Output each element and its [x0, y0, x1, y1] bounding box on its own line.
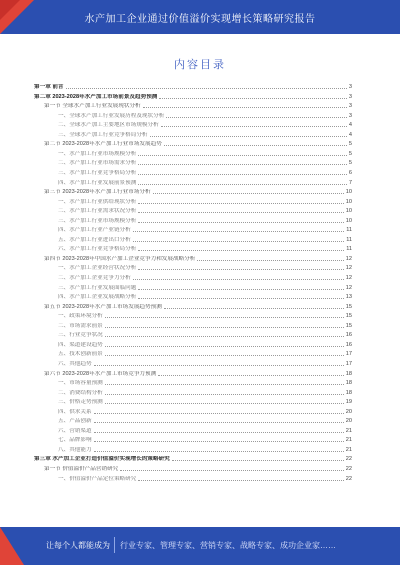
toc-entry-page: 12 [345, 265, 352, 272]
toc-entry-page: 15 [345, 313, 352, 320]
toc-dot-leader [164, 308, 344, 309]
toc-entry-label: 五、产品创新 [58, 418, 92, 425]
toc-dot-leader [138, 298, 343, 299]
toc-entry[interactable] [34, 94, 352, 101]
toc-entry-label: 七、品牌影响 [58, 437, 92, 444]
toc-entry-label: 第五节 2023-2028年水产加工市场发展趋势预测 [44, 303, 162, 310]
toc-entry-label: 八、其他能力 [58, 446, 92, 453]
toc-entry-label: 三、全球水产加工行业竞争格局分析 [58, 131, 148, 138]
toc-entry[interactable] [34, 313, 352, 320]
toc-entry[interactable] [34, 227, 352, 234]
toc-entry-page: 19 [345, 399, 352, 406]
toc-dot-leader [120, 470, 343, 471]
toc-entry-label: 第六节 2023-2028年水产加工市场竞争力预测 [44, 370, 157, 377]
toc-dot-leader [138, 250, 344, 251]
toc-entry-label: 第二章 2023-2028年水产加工市场前景及趋势预测 [34, 93, 158, 100]
toc-entry[interactable] [34, 189, 352, 196]
toc-entry-label: 六、其他趋势 [58, 360, 92, 367]
toc-dot-leader [94, 451, 344, 452]
table-of-contents [34, 84, 352, 496]
toc-entry-page: 11 [346, 246, 352, 253]
toc-entry-page: 10 [345, 217, 352, 224]
toc-entry-label: 第二节 2023-2028年水产加工行业市场发展趋势 [44, 141, 162, 148]
toc-entry-page: 22 [345, 456, 352, 463]
toc-entry-label: 四、供求关系 [58, 408, 92, 415]
bottom-banner [0, 527, 400, 565]
toc-entry[interactable] [34, 122, 352, 129]
toc-entry-label: 第一章 前言 [34, 84, 64, 90]
toc-entry[interactable] [34, 418, 352, 425]
toc-entry[interactable] [34, 84, 352, 91]
toc-entry-page: 5 [348, 160, 352, 167]
toc-entry-page: 21 [345, 427, 352, 434]
toc-entry[interactable] [34, 237, 352, 244]
toc-entry-page: 6 [348, 169, 352, 176]
top-banner [0, 0, 400, 34]
toc-dot-leader [138, 203, 343, 204]
toc-dot-leader [143, 107, 347, 108]
toc-entry-label: 六、营销渠道 [58, 427, 92, 434]
toc-entry-label: 二、水产加工企业竞争力分析 [58, 275, 131, 281]
toc-heading: 内容目录 [174, 59, 226, 71]
toc-entry[interactable] [34, 141, 352, 148]
toc-entry-page: 4 [348, 131, 352, 138]
toc-entry-page: 4 [348, 122, 352, 129]
toc-entry-label: 一、市场容量预测 [58, 380, 103, 387]
toc-entry-page: 11 [346, 227, 352, 234]
footer-accent-shape [0, 527, 24, 565]
toc-entry[interactable] [34, 399, 352, 406]
toc-entry-page: 17 [345, 360, 352, 367]
toc-entry-label: 三、水产加工行业竞争格局分析 [58, 169, 137, 176]
toc-entry-page: 17 [345, 351, 352, 358]
toc-entry[interactable] [34, 275, 352, 282]
toc-entry[interactable] [34, 246, 352, 253]
toc-entry[interactable] [34, 218, 352, 225]
toc-entry-page: 15 [345, 303, 352, 310]
toc-entry-page: 12 [345, 275, 352, 281]
toc-dot-leader [66, 88, 347, 89]
toc-entry-label: 三、水产加工行业市场规模分析 [58, 217, 137, 224]
toc-entry-label: 四、水产加工行业发展前景预测 [58, 179, 137, 186]
toc-entry-page: 10 [345, 208, 352, 215]
toc-dot-leader [94, 432, 344, 433]
footer-tagline: 让每个人都能成为 [46, 541, 110, 550]
toc-entry-label: 三、价格走势预测 [58, 399, 103, 406]
toc-entry-page: 16 [345, 332, 352, 339]
toc-entry[interactable] [34, 380, 352, 387]
toc-entry[interactable] [34, 265, 352, 272]
toc-entry[interactable] [34, 170, 352, 177]
toc-entry-page: 5 [348, 150, 352, 157]
footer-roles: 行业专家、管理专家、营销专家、战略专家、成功企业家…… [120, 541, 336, 550]
toc-dot-leader [105, 394, 344, 395]
toc-dot-leader [105, 403, 344, 404]
toc-entry[interactable] [34, 294, 352, 301]
toc-dot-leader [94, 441, 344, 442]
toc-entry-label: 第一节 全球水产加工行业发展现状分析 [44, 103, 141, 110]
toc-entry-label: 一、全球水产加工行业发展历程及现状分析 [58, 112, 165, 119]
toc-dot-leader [166, 117, 347, 118]
toc-entry[interactable] [34, 180, 352, 187]
toc-entry-label: 二、全球水产加工主要地区市场规模分析 [58, 122, 159, 129]
toc-entry-label: 一、政策环境分析 [58, 313, 103, 320]
toc-dot-leader [94, 422, 344, 423]
toc-entry[interactable] [34, 208, 352, 215]
toc-dot-leader [153, 193, 344, 194]
toc-entry-page: 11 [346, 236, 352, 243]
toc-dot-leader [133, 279, 344, 280]
toc-entry[interactable] [34, 103, 352, 110]
toc-dot-leader [138, 222, 343, 223]
toc-entry-label: 四、渠道建设趋势 [58, 341, 103, 348]
toc-entry[interactable] [34, 304, 352, 311]
toc-entry[interactable] [34, 332, 352, 339]
toc-dot-leader [150, 136, 347, 137]
toc-entry-page: 10 [345, 189, 352, 196]
toc-dot-leader [105, 327, 344, 328]
toc-entry-page: 21 [345, 437, 352, 444]
toc-entry[interactable] [34, 390, 352, 397]
toc-entry[interactable] [34, 351, 352, 358]
toc-dot-leader [105, 336, 344, 337]
toc-entry-page: 16 [345, 341, 352, 348]
toc-entry-label: 二、消费结构分析 [58, 389, 103, 396]
toc-entry-page: 22 [345, 466, 352, 472]
toc-entry-label: 第四节 2023-2028年中国水产加工企业竞争力和发展战略分析 [44, 255, 196, 262]
toc-entry-label: 第三章 水产加工企业打造价值溢价实现增长的策略研究 [34, 456, 170, 463]
toc-entry-page: 20 [345, 408, 352, 415]
toc-entry[interactable] [34, 160, 352, 167]
toc-entry-page: 5 [348, 141, 352, 148]
toc-entry-page: 3 [348, 103, 352, 110]
toc-entry[interactable] [34, 199, 352, 206]
toc-entry-label: 一、水产加工行业市场规模分析 [58, 150, 137, 157]
toc-dot-leader [138, 174, 347, 175]
toc-entry[interactable] [34, 256, 352, 263]
toc-dot-leader [138, 164, 347, 165]
toc-entry[interactable] [34, 456, 352, 463]
toc-entry-page: 18 [345, 370, 352, 377]
toc-entry[interactable] [34, 371, 352, 378]
toc-entry-page: 20 [345, 418, 352, 425]
toc-entry-label: 六、水产加工行业竞争格局分析 [58, 246, 137, 253]
toc-dot-leader [138, 184, 347, 185]
toc-entry[interactable] [34, 437, 352, 444]
toc-dot-leader [138, 480, 343, 481]
toc-entry-page: 3 [348, 112, 352, 119]
toc-entry-page: 12 [345, 284, 352, 291]
toc-entry-label: 二、市场需求前景 [58, 322, 103, 329]
toc-entry-label: 四、水产加工行业产业链分析 [58, 227, 131, 234]
toc-entry-label: 一、水产加工行业供给现状分析 [58, 198, 137, 205]
toc-dot-leader [138, 155, 347, 156]
toc-entry-page: 21 [345, 446, 352, 453]
toc-dot-leader [94, 413, 344, 414]
toc-entry[interactable] [34, 447, 352, 454]
toc-entry-page: 15 [345, 322, 352, 329]
toc-entry-label: 二、水产加工行业市场需求分析 [58, 160, 137, 167]
toc-entry-label: 一、价值溢价产品定位策略研究 [58, 475, 137, 482]
toc-entry-page: 10 [345, 198, 352, 205]
toc-dot-leader [105, 346, 344, 347]
toc-dot-leader [158, 375, 344, 376]
toc-entry-page: 18 [345, 380, 352, 387]
toc-dot-leader [138, 212, 343, 213]
toc-entry-page: 3 [348, 84, 352, 90]
toc-dot-leader [105, 317, 344, 318]
toc-entry-page: 3 [348, 93, 352, 100]
toc-dot-leader [133, 231, 344, 232]
toc-dot-leader [197, 260, 343, 261]
toc-entry-page: 22 [345, 475, 352, 482]
toc-entry[interactable] [34, 113, 352, 120]
toc-entry-label: 五、技术创新前景 [58, 351, 103, 358]
toc-entry-page: 18 [345, 389, 352, 396]
toc-entry-label: 第三节 2023-2028年水产加工行业市场分析 [44, 189, 151, 196]
footer-divider [114, 537, 115, 553]
toc-entry[interactable] [34, 323, 352, 330]
toc-entry-label: 第一节 价值溢价产品营销研究 [44, 466, 119, 472]
toc-dot-leader [172, 460, 344, 461]
toc-dot-leader [138, 289, 343, 290]
toc-entry-page: 7 [348, 179, 352, 186]
toc-entry[interactable] [34, 361, 352, 368]
toc-entry-label: 三、水产加工行业发展面临问题 [58, 284, 137, 291]
toc-entry-label: 三、行业竞争状况 [58, 332, 103, 339]
toc-dot-leader [105, 384, 344, 385]
toc-entry[interactable] [34, 466, 352, 473]
toc-entry[interactable] [34, 409, 352, 416]
toc-entry-label: 一、水产加工企业经营状况分析 [58, 265, 137, 272]
toc-dot-leader [105, 355, 344, 356]
toc-entry[interactable] [34, 285, 352, 292]
toc-entry[interactable] [34, 151, 352, 158]
toc-dot-leader [164, 145, 347, 146]
toc-entry-label: 四、水产加工企业发展战略分析 [58, 294, 137, 301]
toc-entry[interactable] [34, 476, 352, 483]
report-title: 水产加工企业通过价值溢价实现增长策略研究报告 [84, 14, 316, 25]
toc-entry-page: 12 [345, 255, 352, 262]
toc-entry[interactable] [34, 342, 352, 349]
toc-dot-leader [159, 98, 346, 99]
toc-entry-label: 二、水产加工行业需求状况分析 [58, 208, 137, 215]
toc-entry[interactable] [34, 428, 352, 435]
toc-entry-label: 五、水产加工行业进出口分析 [58, 236, 131, 243]
toc-dot-leader [161, 126, 347, 127]
toc-dot-leader [133, 241, 344, 242]
toc-entry-page: 13 [345, 294, 352, 301]
toc-entry[interactable] [34, 132, 352, 139]
toc-dot-leader [138, 269, 343, 270]
toc-dot-leader [94, 365, 344, 366]
